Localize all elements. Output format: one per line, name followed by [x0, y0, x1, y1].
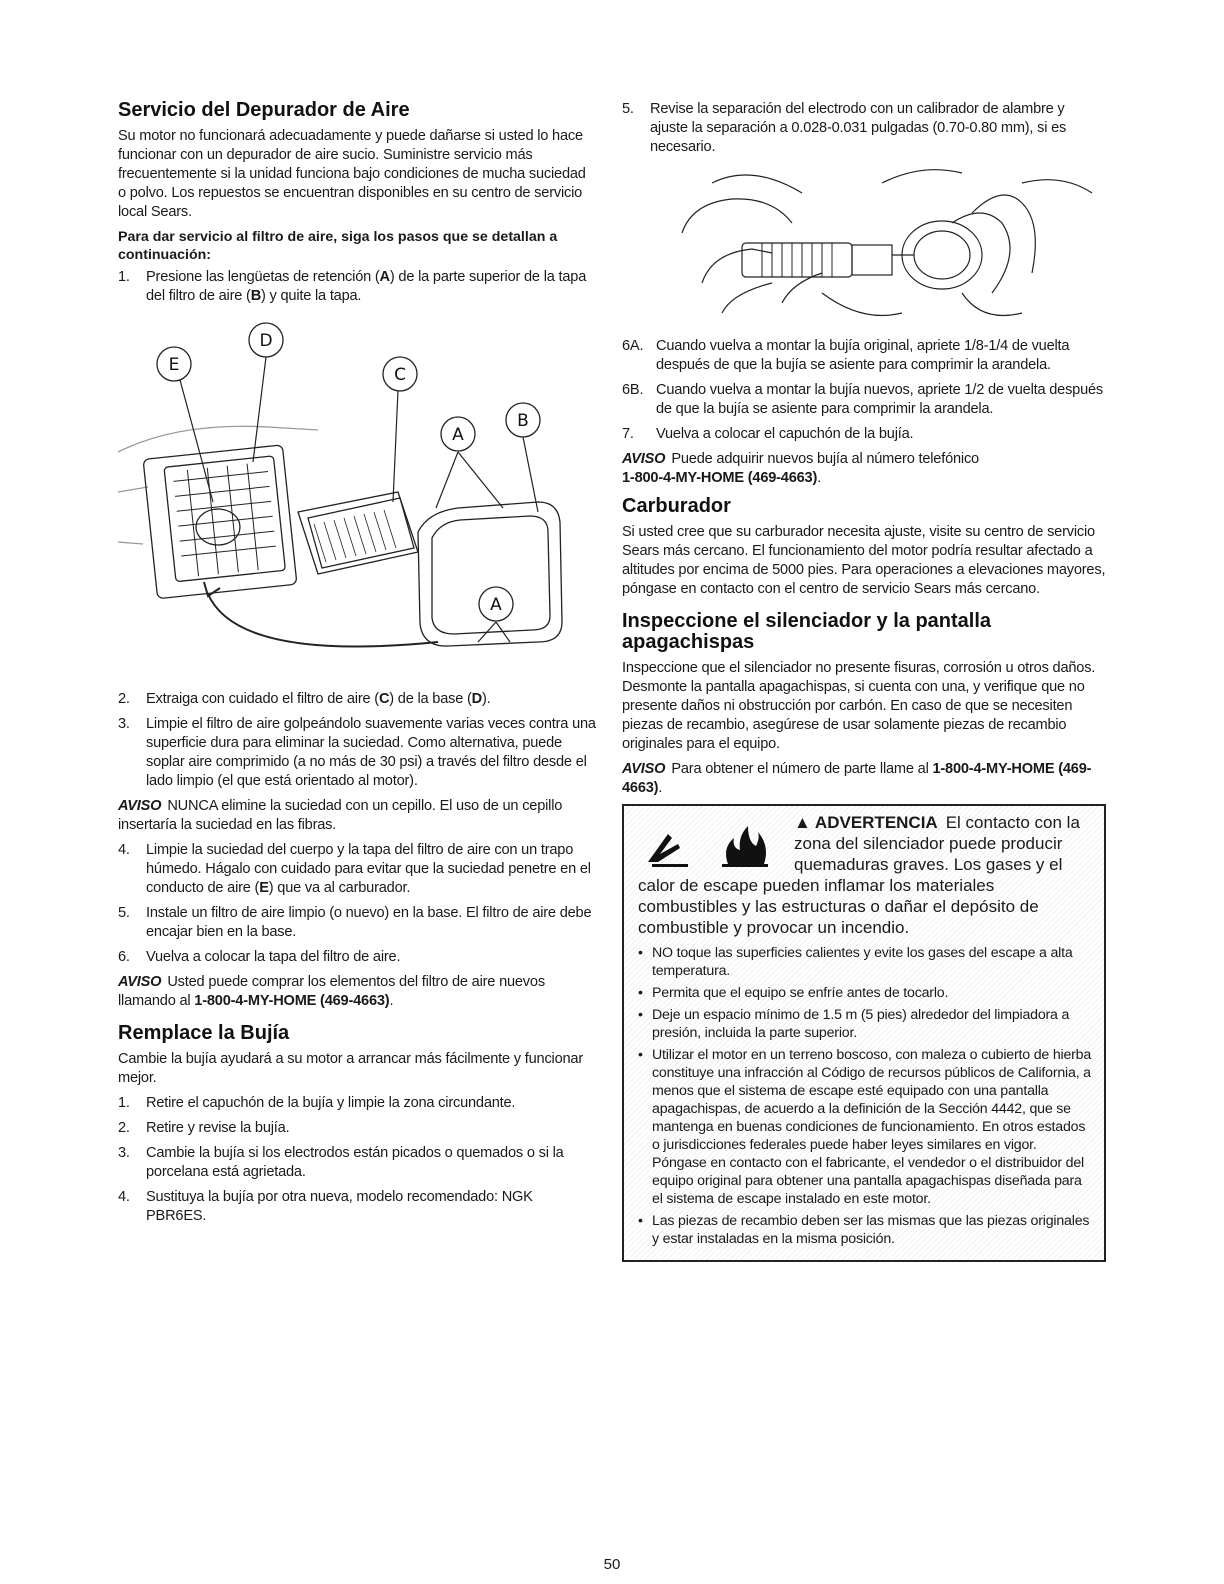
fire-icon — [726, 826, 766, 864]
page-number: 50 — [603, 1556, 621, 1573]
warning-bullet: • Utilizar el motor en un terreno boscoso, con maleza o cubierto de hierba constituye una infracción al Código de recursos públicos de California, a menos que el sistema de escape esté equipado con una pantalla apagachispas, de acuerdo a la definición de la Sección 4442, que se mantenga en buenas condiciones de funcionamiento. En otros estados o jurisdicciones federales puede haber leyes similares en vigor. Póngase en contacto con el fabricante, el vendedor o el distribuidor del equipo original para obtener una pantalla apagachispas diseñada para el sistema de escape instalado en este motor. — [638, 1047, 1092, 1207]
left-column — [118, 100, 596, 1232]
burn-fire-hazard-icons — [638, 814, 788, 870]
hot-surface-hand-icon — [648, 834, 680, 862]
step-6: 6. Vuelva a colocar la tapa del filtro de aire. — [118, 949, 401, 965]
warning-bullet: • Deje un espacio mínimo de 1.5 m (5 pies) alrededor del limpiadora a presión, incluida la parte superior. — [638, 1007, 1070, 1041]
label-a-top: A — [452, 425, 464, 445]
label-b: B — [517, 411, 529, 431]
plug-step-1: 1. Retire el capuchón de la bujía y limpie la zona circundante. — [118, 1095, 516, 1111]
warning-bullet: • NO toque las superficies calientes y evite los gases del escape a alta temperatura. — [638, 945, 1073, 979]
plug-step-3: 3. Cambie la bujía si los electrodos están picados o quemados o si la porcelana está agrietada. — [118, 1145, 564, 1180]
warning-bullet: • Permita que el equipo se enfríe antes de tocarlo. — [638, 985, 949, 1001]
label-d: D — [259, 331, 273, 351]
plug-step-4: 4. Sustituya la bujía por otra nueva, modelo recomendado: NGK PBR6ES. — [118, 1189, 533, 1224]
spark-plug-gap-illustration — [622, 163, 1106, 333]
aviso-part-number: AVISO Para obtener el número de parte llame al 1-800-4-MY-HOME (469-4663). — [622, 761, 1092, 796]
label-a-bottom: A — [490, 595, 502, 615]
step-4: 4. Limpie la suciedad del cuerpo y la tapa del filtro de aire con un trapo húmedo. Hágalo con cuidado para evitar que la suciedad penetre en el conducto de aire (E) que va al carburador. — [118, 842, 591, 896]
aviso-brush: AVISO NUNCA elimine la suciedad con un cepillo. El uso de un cepillo insertaría la suciedad en las fibras. — [118, 798, 563, 833]
aviso-plug-purchase: AVISO Puede adquirir nuevos bujía al número telefónico 1-800-4-MY-HOME (469-4663). — [622, 451, 979, 486]
aviso-filter-purchase: AVISO Usted puede comprar los elementos del filtro de aire nuevos llamando al 1-800-4-MY-HOME (469-4663). — [118, 974, 545, 1009]
step-5: 5. Instale un filtro de aire limpio (o nuevo) en la base. El filtro de aire debe encajar bien en la base. — [118, 905, 592, 940]
warning-signal-word: ▲ ADVERTENCIA — [794, 813, 938, 832]
muffler-text: Inspeccione que el silenciador no presente fisuras, corrosión u otros daños. Desmonte la pantalla apagachispas, si cuenta con una, y verifique que no presente daños ni obstrucción por carbón. En caso de que se necesiten piezas de recambio, asegúrese de usar solamente piezas de recambio originales para el equipo. — [622, 660, 1096, 752]
air-cleaner-heading: Servicio del Depurador de Aire — [118, 99, 410, 121]
air-steps-a — [118, 268, 596, 306]
label-e: E — [168, 355, 180, 375]
air-cleaner-intro: Su motor no funcionará adecuadamente y puede dañarse si usted lo hace funcionar con un depurador de aire sucio. Suministre servicio más frecuentemente si la unidad funciona bajo condiciones de mucha suciedad o polvo. Los repuestos se encuentran disponibles en su centro de servicio local Sears. — [118, 128, 586, 220]
air-filter-illustration — [118, 312, 596, 682]
carburetor-text: Si usted cree que su carburador necesita ajuste, visite su centro de servicio Sears más cercano. El funcionamiento del motor podría resultar afectado a altitudes por encima de 5000 pies. Para operaciones a elevaciones mayores, póngase en contacto con el centro de servicio Sears más cercano. — [622, 524, 1106, 597]
plug-steps — [118, 1094, 596, 1226]
air-steps-c — [118, 841, 596, 967]
warning-box — [622, 804, 1106, 1262]
step-1: 1. Presione las lengüetas de retención (A) de la parte superior de la tapa del filtro de aire (B) y quite la tapa. — [118, 269, 587, 304]
air-cleaner-lead: Para dar servicio al filtro de aire, siga los pasos que se detallan a continuación: — [118, 229, 558, 263]
plug-reinstall-steps — [622, 337, 1106, 444]
right-column — [622, 100, 1106, 1262]
plug-step-2: 2. Retire y revise la bujía. — [118, 1120, 290, 1136]
step-6a: 6A. Cuando vuelva a montar la bujía original, apriete 1/8-1/4 de vuelta después de que la bujía se asiente para comprimir la arandela. — [622, 338, 1070, 373]
spark-plug-intro: Cambie la bujía ayudará a su motor a arrancar más fácilmente y funcionar mejor. — [118, 1051, 583, 1086]
label-c: C — [394, 365, 406, 385]
spark-plug-heading: Remplace la Bujía — [118, 1022, 290, 1044]
step-7: 7. Vuelva a colocar el capuchón de la bujía. — [622, 426, 914, 442]
gap-steps — [622, 100, 1106, 157]
warning-message: ▲ ADVERTENCIA El contacto con la zona del silenciador puede producir quemaduras graves. Los gases y el calor de escape pueden inflamar los materiales combustibles y las estructuras o dañar el depósito de combustible y provocar un incendio. — [638, 813, 1080, 937]
carburetor-heading: Carburador — [622, 495, 731, 517]
gap-step-5: 5. Revise la separación del electrodo con un calibrador de alambre y ajuste la separación a 0.028-0.031 pulgadas (0.70-0.80 mm), si es necesario. — [622, 101, 1067, 155]
step-2: 2. Extraiga con cuidado el filtro de aire (C) de la base (D). — [118, 691, 491, 707]
warning-bullets — [638, 944, 1094, 1248]
air-steps-b — [118, 690, 596, 791]
muffler-heading: Inspeccione el silenciador y la pantalla apagachispas — [622, 610, 992, 653]
step-3: 3. Limpie el filtro de aire golpeándolo suavemente varias veces contra una superficie dura para eliminar la suciedad. Como alternativa, puede soplar aire comprimido (a no más de 30 psi) a través del filtro desde el lado limpio (el que está orientado al motor). — [118, 716, 596, 789]
warning-bullet: • Las piezas de recambio deben ser las mismas que las piezas originales y estar instaladas en la misma posición. — [638, 1213, 1090, 1247]
step-6b: 6B. Cuando vuelva a montar la bujía nuevos, apriete 1/2 de vuelta después de que la bujía se asiente para comprimir la arandela. — [622, 382, 1104, 417]
